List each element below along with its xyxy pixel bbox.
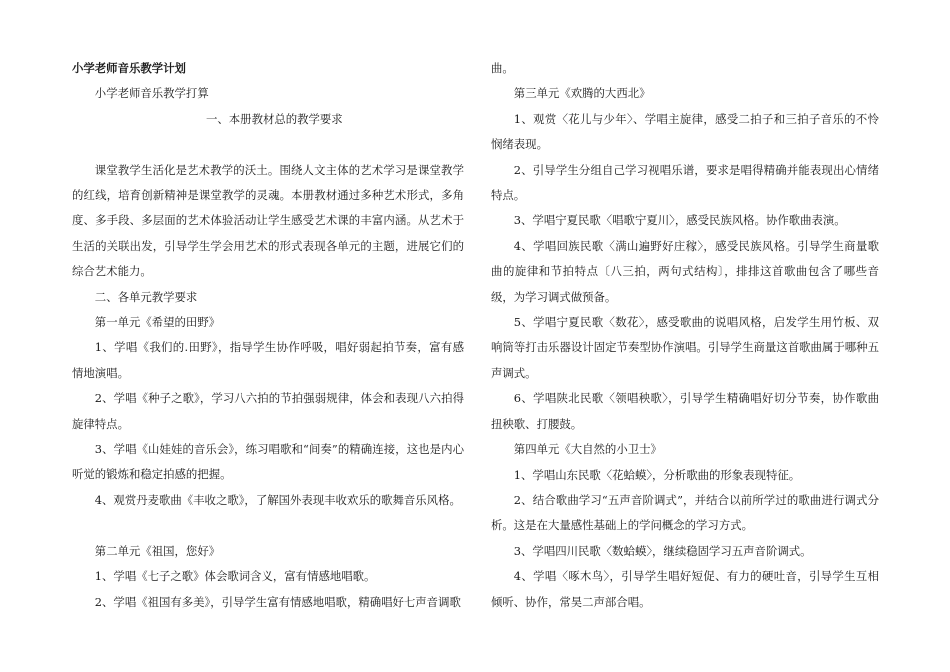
blank-line xyxy=(72,513,464,538)
unit-4-item: 4、学唱〈啄木鸟〉，引导学生唱好短促、有力的硬吐音，引导学生互相倾听、协作，常昊二声部合唱。 xyxy=(491,569,879,609)
unit-1-item: 1、学唱《我们的.田野》，指导学生协作呼吸，唱好弱起拍节奏，富有感情地演唱。 xyxy=(72,340,464,380)
document-title: 小学老师音乐教学计划 xyxy=(72,61,186,75)
section-heading-2: 二、各单元教学要求 xyxy=(94,289,198,304)
continuation-text: 曲。 xyxy=(491,61,514,75)
blank-line xyxy=(72,132,464,157)
unit-3-item: 1、观赏〈花儿与少年〉、学唱主旋律，感受二拍子和三拍子音乐的不怜悯绪表现。 xyxy=(491,111,879,152)
unit-1-item: 2、学唱《种子之歌》，学习八六拍的节拍强弱规律，体会和表现八六拍得旋律特点。 xyxy=(72,391,464,431)
unit-4-item: 1、学唱山东民歌〈花蛤蟆〉，分析歌曲的形象表现特征。 xyxy=(513,467,801,482)
unit-1-item: 3、学唱《山娃娃的音乐会》，练习唱歌和“间奏”的精确连接，这也是内心听觉的锻炼和稳定拍感的把握。 xyxy=(72,442,464,482)
unit-4-title: 第四单元《大自然的小卫士》 xyxy=(513,442,662,457)
unit-3-item: 6、学唱陕北民歌〈领唱秧歌〉，引导学生精确唱好切分节奏，协作歌曲扭秧歌、打腰鼓。 xyxy=(491,391,879,431)
section-heading-1: 一、本册教材总的教学要求 xyxy=(206,111,343,126)
unit-3-title: 第三单元《欢腾的大西北》 xyxy=(513,86,651,101)
document-subtitle: 小学老师音乐教学打算 xyxy=(94,86,209,101)
unit-3-item: 5、学唱宁夏民歌〈数花〉，感受歌曲的说唱风格，启发学生用竹板、双响筒等打击乐器设计固定节奏型协作演唱。引导学生商量这首歌曲属于哪种五声调式。 xyxy=(491,315,879,380)
unit-3-item: 4、学唱回族民歌〈满山遍野好庄稼〉，感受民族风格。引导学生商量歌曲的旋律和节拍特点〔八三拍，两句式结构〕，排排这首歌曲包含了哪些音级，为学习调式做预备。 xyxy=(491,238,879,304)
right-column xyxy=(491,56,879,615)
unit-2-item: 2、学唱《祖国有多美》，引导学生富有情感地唱歌，精确唱好七声音调歌 xyxy=(94,594,461,609)
left-column xyxy=(72,56,464,615)
unit-1-title: 第一单元《希望的田野》 xyxy=(94,315,221,330)
unit-2-title: 第二单元《祖国，您好》 xyxy=(94,543,221,558)
unit-3-item: 2、引导学生分组自己学习视唱乐谱，要求是唱得精确并能表现出心情绪特点。 xyxy=(491,162,879,203)
unit-2-item: 1、学唱《七子之歌》体会歌词含义，富有情感地唱歌。 xyxy=(94,569,376,584)
unit-3-item: 3、学唱宁夏民歌〈唱歌宁夏川〉，感受民族风格。协作歌曲表演。 xyxy=(513,213,846,228)
intro-paragraph: 课堂教学生活化是艺术教学的沃土。围绕人文主体的艺术学习是课堂教学的红线，培育创新精神是课堂教学的灵魂。本册教材通过多种艺术形式，多角度、多手段、多层面的艺术体验活动让学生感受艺术课的丰富内涵。从艺术于生活的关联出发，引导学生学会用艺术的形式表现各单元的主题，进展它们的综合艺术能力。 xyxy=(72,162,464,279)
unit-4-item: 2、结合歌曲学习“五声音阶调式”，并结合以前所学过的歌曲进行调式分析。这是在大量感性基础上的学问概念的学习方式。 xyxy=(491,492,879,533)
unit-1-item: 4、观赏丹麦歌曲《丰收之歌》，了解国外表现丰收欢乐的歌舞音乐风格。 xyxy=(94,492,461,507)
unit-4-item: 3、学唱四川民歌〈数蛤蟆〉，继续稳固学习五声音阶调式。 xyxy=(513,543,812,558)
